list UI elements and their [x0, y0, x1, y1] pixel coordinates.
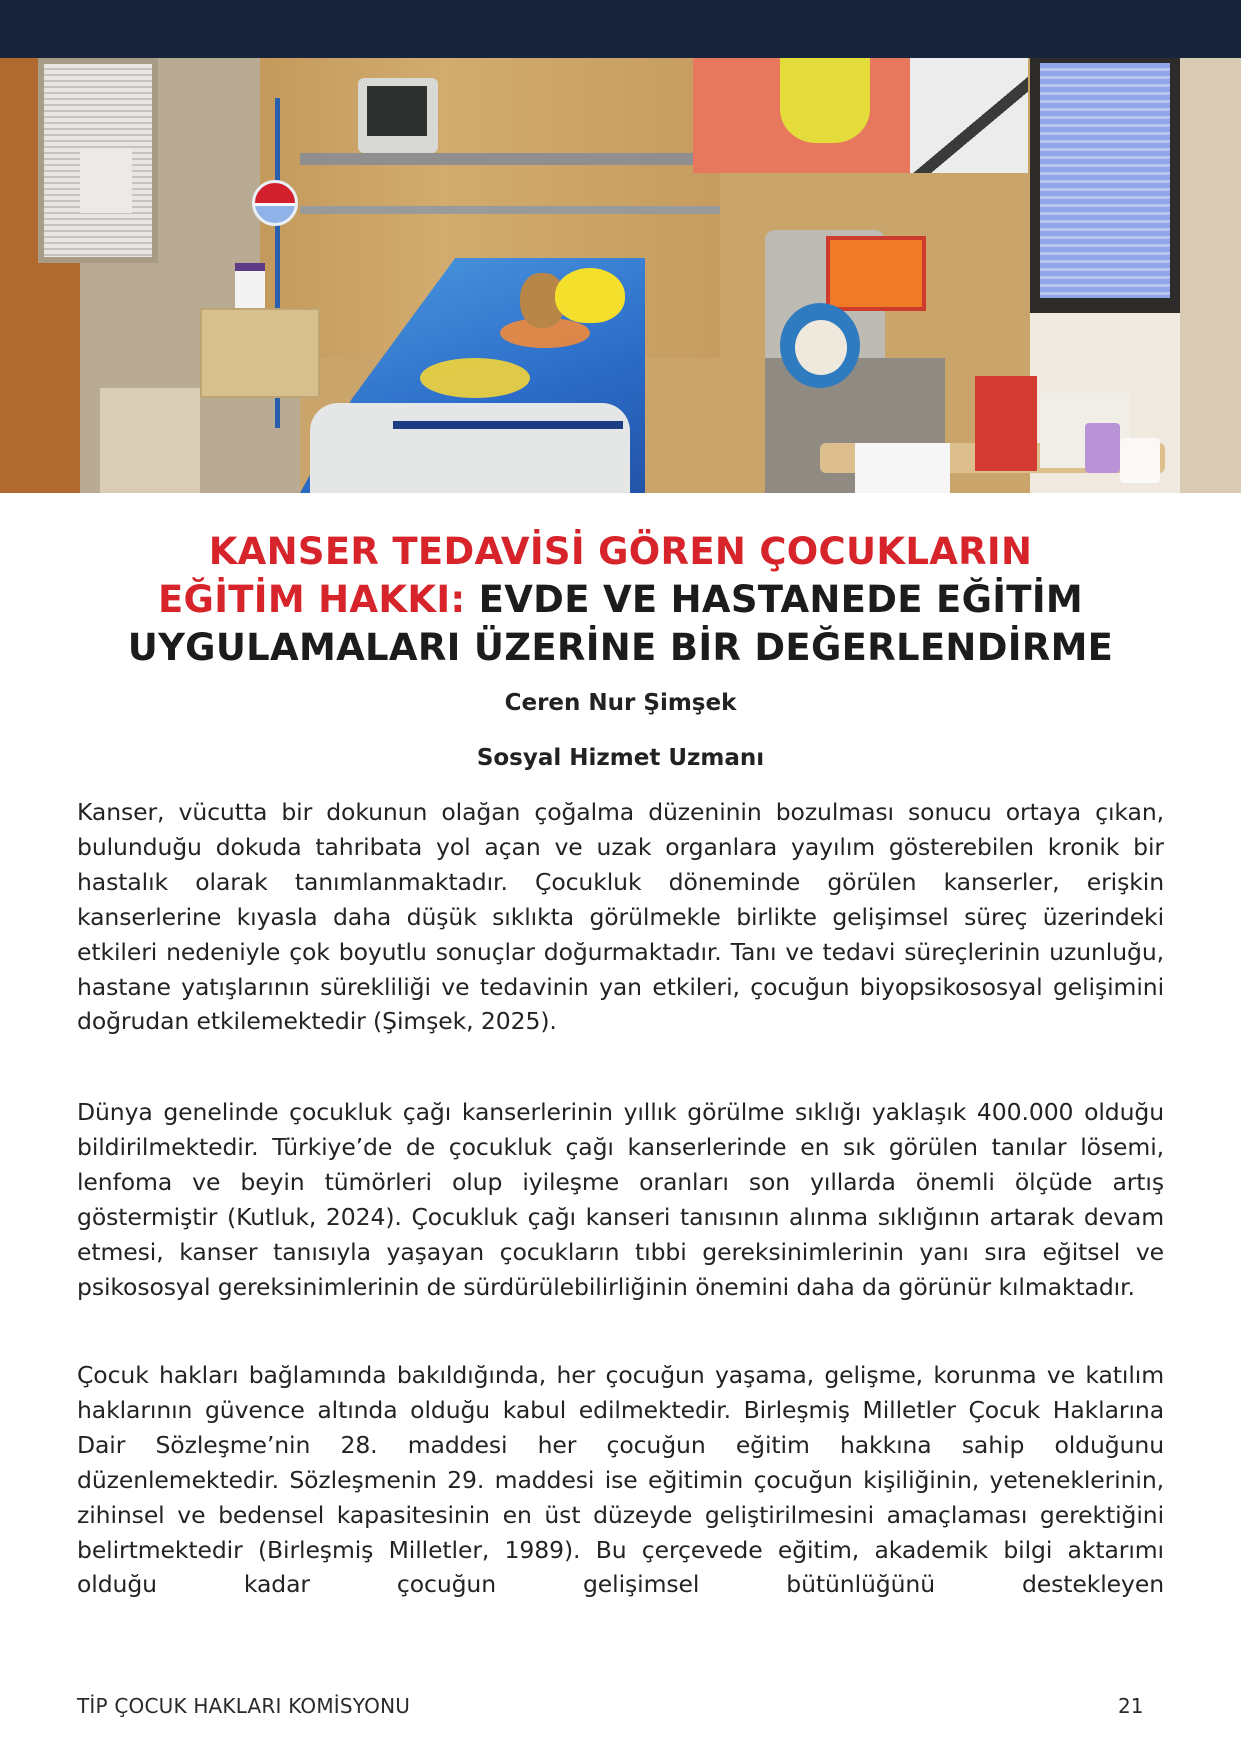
title-red-line2: EĞİTİM HAKKI: [157, 578, 466, 621]
photo-pikachu-plush [555, 268, 625, 323]
photo-flag-pikachu [780, 58, 870, 143]
photo-toy-box [975, 376, 1037, 471]
title-dark-line2: EVDE VE HASTANEDE EĞİTİM [465, 578, 1084, 621]
paragraph: Çocuk hakları bağlamında bakıldığında, her çocuğun yaşama, gelişme, korunma ve katılım haklarının güvence altında olduğu kabul edilmektedir. Birleşmiş Milletler Çocuk Haklarına Dair Sözleşme’nin 28. maddesi her çocuğun eğitim hakkına sahip olduğunu düzenlemektedir. Sözleşmenin 29. maddesi ise eğitimin çocuğun kişiliğinin, yeteneklerinin, zihinsel ve bedensel kapasitesinin en üst düzeyde geliştirilmesini amaçlaması gerektiğini belirtmektedir (Birleşmiş Milletler, 1989). Bu çerçevede eğitim, akademik bilgi aktarımı olduğu kadar çocuğun gelişimsel bütünlüğünü destekleyen [77, 1361, 1164, 1599]
author-role: Sosyal Hizmet Uzmanı [476, 745, 765, 771]
photo-flag-stripe [910, 58, 1028, 173]
hospital-room-photo [0, 58, 1241, 493]
photo-trash-bin [100, 388, 200, 493]
photo-bed-footboard [310, 403, 630, 493]
photo-snorlax-belly [795, 320, 847, 375]
photo-wall-rail [300, 153, 720, 165]
photo-footboard-bar [393, 421, 623, 429]
photo-wall [1180, 58, 1241, 493]
photo-cup [1085, 423, 1120, 473]
photo-wipes-container [235, 263, 265, 308]
author-name: Ceren Nur Şimşek [504, 690, 737, 716]
photo-tshirt [855, 443, 950, 493]
paragraph: Kanser, vücutta bir dokunun olağan çoğalma düzeninin bozulması sonucu ortaya çıkan, bulunduğu dokuda tahribata yol açan ve uzak organlara yayılım gösterebilen kronik bir hastalık olarak tanımlanmaktadır. Çocukluk döneminde görülen kanserler, erişkin kanserlerine kıyasla daha düşük sıklıkta görülmekle birlikte gelişimsel süreç üzerindeki etkileri nedeniyle çok boyutlu sonuçlar doğurmaktadır. Tanı ve tedavi süreçlerinin uzunluğu, hastane yatışlarının sürekliliği ve tedavinin yan etkileri, çocuğun biyopsikososyal gelişimini doğrudan etkilemektedir (Şimşek, 2025). [77, 798, 1164, 1036]
title-red-line1: KANSER TEDAVİSİ GÖREN ÇOCUKLARIN [208, 530, 1033, 573]
photo-pokeball-lamp [252, 180, 298, 226]
photo-nightstand [200, 308, 320, 398]
title-dark-line3: UYGULAMALARI ÜZERİNE BİR DEĞERLENDİRME [127, 626, 1114, 669]
photo-monitor-screen [367, 86, 427, 136]
photo-charmander-towel [826, 236, 926, 311]
photo-window-blinds [1040, 63, 1170, 298]
photo-wall-rail [300, 206, 720, 214]
page-number: 21 [1118, 1694, 1144, 1718]
paragraph: Dünya genelinde çocukluk çağı kanserlerinin yıllık görülme sıklığı yaklaşık 400.000 olduğu bildirilmektedir. Türkiye’de de çocukluk çağı kanserlerinde en sık görülen tanılar lösemi, lenfoma ve beyin tümörleri olup iyileşme oranları son yıllarda önemli ölçüde artış göstermiştir (Kutluk, 2024). Çocukluk çağı kanseri tanısının alınma sıklığının artarak devam etmesi, kanser tanısıyla yaşayan çocukların tıbbi gereksinimlerinin yanı sıra eğitsel ve psikososyal gereksinimlerinin de sürdürülebilirliğinin önemini daha da görünür kılmaktadır. [77, 1098, 1164, 1301]
top-header-band [0, 0, 1241, 58]
photo-blanket-pattern [420, 358, 530, 398]
photo-mug [1120, 438, 1160, 483]
footer-publisher: TİP ÇOCUK HAKLARI KOMİSYONU [77, 1694, 411, 1718]
photo-paper-note [80, 148, 132, 213]
article-title [0, 528, 1241, 672]
